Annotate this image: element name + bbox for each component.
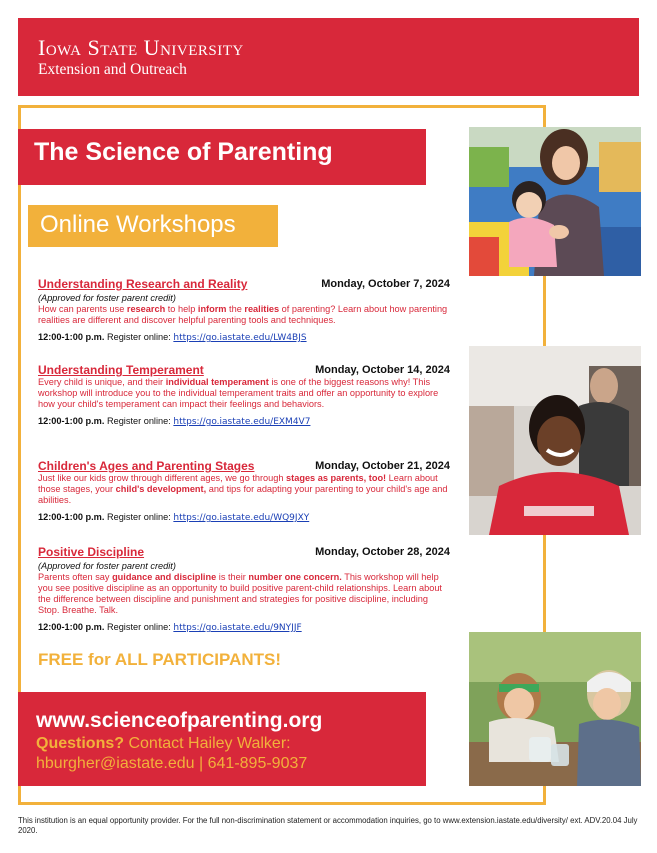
workshop-item	[38, 277, 450, 344]
questions-line	[36, 736, 291, 752]
workshop-date: Monday, October 14, 2024	[315, 364, 450, 376]
description-emphasis: inform	[197, 304, 227, 314]
description-emphasis: child's development,	[115, 484, 207, 494]
description-emphasis: individual temperament	[165, 377, 269, 387]
description-emphasis: stages as parents, too!	[286, 473, 387, 483]
workshop-note: (Approved for foster parent credit)	[38, 293, 176, 303]
workshop-time: 12:00-1:00 p.m.	[38, 622, 105, 632]
workshop-time: 12:00-1:00 p.m.	[38, 332, 105, 342]
workshop-description	[38, 572, 450, 616]
description-emphasis: research	[126, 304, 166, 314]
description-text: of parenting? Learn about how parenting realities are different and discover helpful parenting tools and techniques.	[38, 304, 448, 325]
description-emphasis: number one concern.	[248, 572, 342, 582]
description-text: the	[226, 304, 245, 314]
workshop-item	[38, 363, 450, 428]
register-label: Register online:	[106, 622, 171, 632]
register-label: Register online:	[106, 416, 171, 426]
workshop-date: Monday, October 7, 2024	[321, 278, 450, 290]
workshop-description	[38, 304, 450, 326]
workshop-registration	[38, 332, 450, 344]
description-text: and tips for adapting your parenting to your child's age and abilities.	[38, 484, 448, 505]
description-text: to help	[165, 304, 198, 314]
description-text: How can parents use	[38, 304, 127, 314]
description-text: Just like our kids grow through different ages, we go through	[38, 473, 287, 483]
workshop-description	[38, 377, 450, 410]
register-link[interactable]: https://go.iastate.edu/WQ9JXY	[173, 513, 310, 523]
disclaimer-text: This institution is an equal opportunity provider. For the full non-discrimination statement or accommodation inquiries, go to www.extension.iastate.edu/diversity/ ext. ADV.20.04 July 2020.	[18, 816, 638, 835]
contact-info: hburgher@iastate.edu | 641-895-9037	[36, 755, 308, 772]
workshop-description	[38, 473, 450, 506]
register-link[interactable]: https://go.iastate.edu/LW4BJS	[173, 333, 307, 343]
description-text: is their	[216, 572, 249, 582]
free-notice: FREE for ALL PARTICIPANTS!	[38, 650, 282, 669]
workshop-title: Understanding Research and Reality	[38, 277, 248, 291]
page-title: The Science of Parenting	[34, 138, 333, 166]
register-link[interactable]: https://go.iastate.edu/9NYJJF	[173, 623, 302, 633]
org-subtitle: Extension and Outreach	[38, 61, 187, 78]
workshop-item	[38, 459, 450, 524]
questions-text: Contact Hailey Walker:	[128, 735, 291, 752]
workshop-time: 12:00-1:00 p.m.	[38, 416, 105, 426]
photo-children-activity	[469, 632, 641, 786]
workshop-registration	[38, 512, 450, 524]
register-label: Register online:	[106, 512, 171, 522]
description-text: This workshop will help you see positive discipline as an opportunity to build positive parent-child relationships. Learn about the difference between discipline and punishment and strategies for positive discipline, including Stop. Breathe. Talk.	[38, 572, 442, 615]
description-text: is one of the biggest reasons why! This workshop will introduce you to the individual temperament traits and offer an opportunity to explore how your child's temperament can impact their feelings and behaviors.	[38, 377, 439, 409]
description-text: Parents often say	[38, 572, 113, 582]
description-text: Learn about those stages, your	[38, 473, 438, 494]
org-name: Iowa State University	[38, 35, 244, 60]
description-emphasis: realities	[244, 304, 280, 314]
workshop-date: Monday, October 21, 2024	[315, 460, 450, 472]
workshop-title: Understanding Temperament	[38, 363, 204, 377]
workshop-title: Positive Discipline	[38, 545, 145, 559]
photo-mother-baby	[469, 127, 641, 276]
workshop-registration	[38, 416, 450, 428]
website-link[interactable]: www.scienceofparenting.org	[36, 709, 323, 732]
register-link[interactable]: https://go.iastate.edu/EXM4V7	[173, 417, 311, 427]
workshop-item	[38, 545, 450, 634]
description-text: Every child is unique, and their	[38, 377, 166, 387]
questions-label: Questions?	[36, 735, 125, 752]
register-label: Register online:	[106, 332, 171, 342]
page-subtitle: Online Workshops	[40, 211, 236, 238]
workshop-date: Monday, October 28, 2024	[315, 546, 450, 558]
workshop-note: (Approved for foster parent credit)	[38, 561, 176, 571]
photo-smiling-boy	[469, 346, 641, 535]
workshop-title: Children's Ages and Parenting Stages	[38, 459, 255, 473]
description-emphasis: guidance and discipline	[112, 572, 217, 582]
workshop-time: 12:00-1:00 p.m.	[38, 512, 105, 522]
workshop-registration	[38, 622, 450, 634]
